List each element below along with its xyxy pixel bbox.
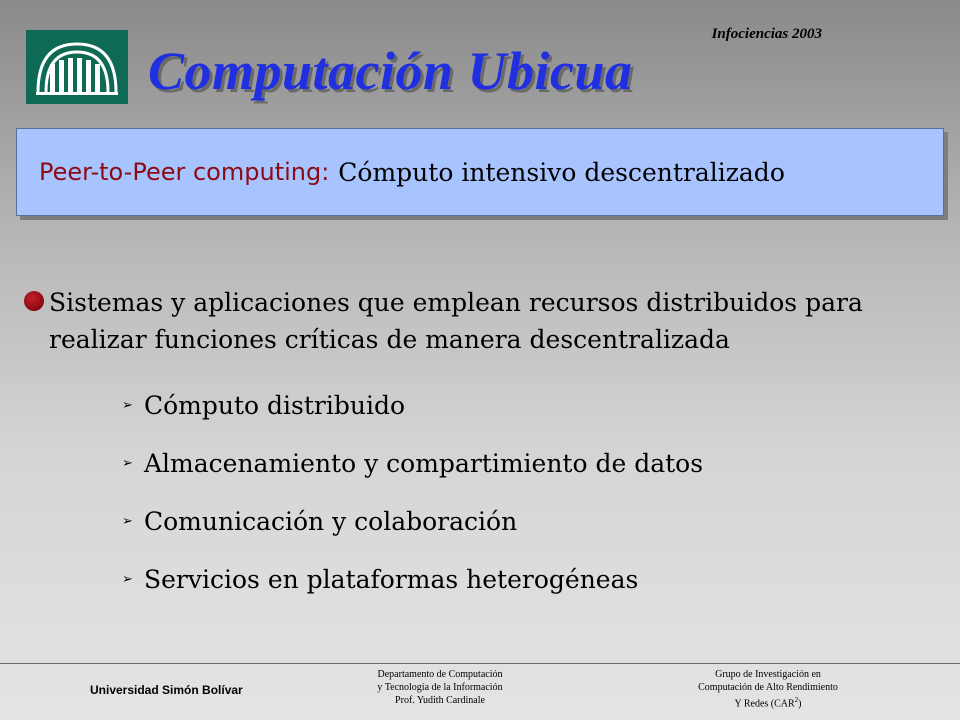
arrowhead-bullet-icon: ➢: [122, 397, 133, 413]
group-name-end: ): [798, 698, 802, 710]
banner-text: Cómputo intensivo descentralizado: [338, 157, 785, 187]
arrowhead-bullet-icon: ➢: [122, 455, 133, 471]
group-line: Grupo de Investigación en: [715, 669, 821, 680]
university-name: Universidad Simón Bolívar: [90, 683, 243, 697]
main-bullet-text: Sistemas y aplicaciones que emplean recursos distribuidos para realizar funciones críticas de manera descentralizada: [49, 288, 863, 354]
subtitle-banner: [16, 128, 944, 216]
sub-bullet-list: [122, 376, 703, 608]
list-item-text: Comunicación y colaboración: [144, 506, 518, 536]
list-item: [122, 492, 703, 550]
list-item: [122, 434, 703, 492]
group-name: Y Redes (CAR: [734, 698, 795, 710]
event-label: Infociencias 2003: [711, 26, 822, 42]
footer-divider: [0, 663, 960, 664]
group-line: Computación de Alto Rendimiento: [698, 682, 838, 693]
main-bullet: [24, 284, 954, 358]
professor-name: Prof. Yudith Cardinale: [395, 695, 485, 706]
arrowhead-bullet-icon: ➢: [122, 571, 133, 587]
red-circle-bullet-icon: [24, 291, 44, 311]
list-item-text: Servicios en plataformas heterogéneas: [144, 564, 639, 594]
department-line: Departamento de Computación: [377, 669, 503, 680]
group-line: [668, 694, 868, 710]
list-item: [122, 550, 703, 608]
department-info: [340, 668, 540, 707]
page-title: Computación Ubicua: [148, 41, 633, 101]
arrowhead-bullet-icon: ➢: [122, 513, 133, 529]
group-info: [668, 668, 868, 710]
list-item-text: Almacenamiento y compartimiento de datos: [144, 448, 704, 478]
university-logo-icon: [26, 30, 128, 104]
banner-accent-text: Peer-to-Peer computing:: [39, 158, 330, 186]
list-item: [122, 376, 703, 434]
list-item-text: Cómputo distribuido: [144, 390, 406, 420]
group-superscript: 2: [794, 696, 799, 704]
department-line: y Tecnología de la Información: [377, 682, 503, 693]
